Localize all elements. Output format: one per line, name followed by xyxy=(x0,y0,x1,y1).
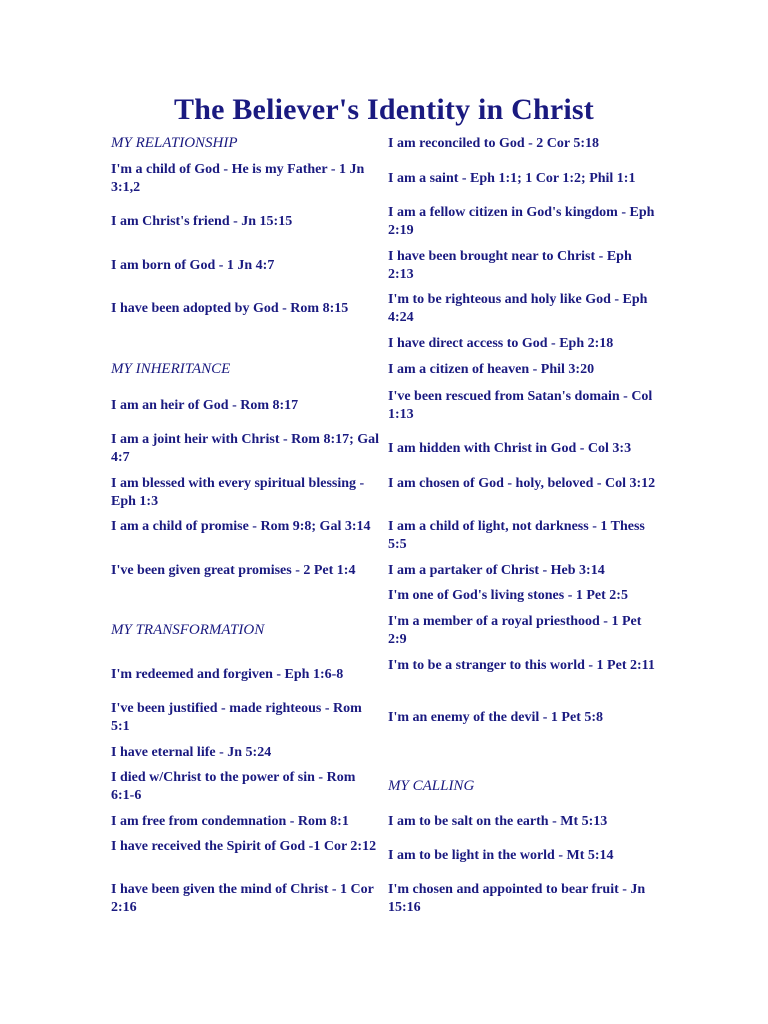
list-item: I am a child of light, not darkness - 1 Thess 5:5 xyxy=(388,519,645,552)
list-item: I am hidden with Christ in God - Col 3:3 xyxy=(388,441,632,456)
list-item: I am a child of promise - Rom 9:8; Gal 3:14 xyxy=(111,519,371,534)
list-item: I have been adopted by God - Rom 8:15 xyxy=(111,301,349,316)
list-item: I'm an enemy of the devil - 1 Pet 5:8 xyxy=(388,710,604,725)
list-item: I am born of God - 1 Jn 4:7 xyxy=(111,258,275,273)
list-item: I'm one of God's living stones - 1 Pet 2:5 xyxy=(388,588,628,603)
list-item: I've been given great promises - 2 Pet 1:4 xyxy=(111,563,356,578)
list-item: I am a partaker of Christ - Heb 3:14 xyxy=(388,563,605,578)
list-item: I am a citizen of heaven - Phil 3:20 xyxy=(388,362,595,377)
list-item: I have received the Spirit of God -1 Cor 2:12 xyxy=(111,839,377,854)
list-item: I am to be salt on the earth - Mt 5:13 xyxy=(388,814,608,829)
heading-my-calling: MY CALLING xyxy=(388,778,475,794)
list-item: I've been rescued from Satan's domain - Col 1:13 xyxy=(388,389,653,422)
heading-my-inheritance: MY INHERITANCE xyxy=(111,361,231,377)
list-item: I died w/Christ to the power of sin - Rom 6:1-6 xyxy=(111,770,356,803)
list-item: I have been brought near to Christ - Eph 2:13 xyxy=(388,249,632,282)
list-item: I am a fellow citizen in God's kingdom - Eph 2:19 xyxy=(388,205,655,238)
list-item: I've been justified - made righteous - Rom 5:1 xyxy=(111,701,362,734)
heading-my-transformation: MY TRANSFORMATION xyxy=(111,622,265,638)
list-item: I'm a member of a royal priesthood - 1 Pet 2:9 xyxy=(388,614,642,647)
heading-my-relationship: MY RELATIONSHIP xyxy=(111,135,238,151)
list-item: I am reconciled to God - 2 Cor 5:18 xyxy=(388,136,600,151)
list-item: I am a joint heir with Christ - Rom 8:17; Gal 4:7 xyxy=(111,432,380,465)
list-item: I have direct access to God - Eph 2:18 xyxy=(388,336,614,351)
list-item: I have been given the mind of Christ - 1 Cor 2:16 xyxy=(111,882,374,915)
list-item: I am to be light in the world - Mt 5:14 xyxy=(388,848,614,863)
list-item: I am an heir of God - Rom 8:17 xyxy=(111,398,299,413)
list-item: I'm to be a stranger to this world - 1 Pet 2:11 xyxy=(388,658,655,673)
list-item: I'm redeemed and forgiven - Eph 1:6-8 xyxy=(111,667,344,682)
list-item: I am blessed with every spiritual blessing - Eph 1:3 xyxy=(111,476,365,509)
list-item: I'm to be righteous and holy like God - Eph 4:24 xyxy=(388,292,648,325)
list-item: I am chosen of God - holy, beloved - Col 3:12 xyxy=(388,476,656,491)
page-title: The Believer's Identity in Christ xyxy=(174,93,594,126)
list-item: I am Christ's friend - Jn 15:15 xyxy=(111,214,293,229)
list-item: I'm a child of God - He is my Father - 1 Jn 3:1,2 xyxy=(111,162,365,195)
list-item: I am a saint - Eph 1:1; 1 Cor 1:2; Phil 1:1 xyxy=(388,171,636,186)
list-item: I'm chosen and appointed to bear fruit - Jn 15:16 xyxy=(388,882,646,915)
list-item: I am free from condemnation - Rom 8:1 xyxy=(111,814,349,829)
list-item: I have eternal life - Jn 5:24 xyxy=(111,745,272,760)
